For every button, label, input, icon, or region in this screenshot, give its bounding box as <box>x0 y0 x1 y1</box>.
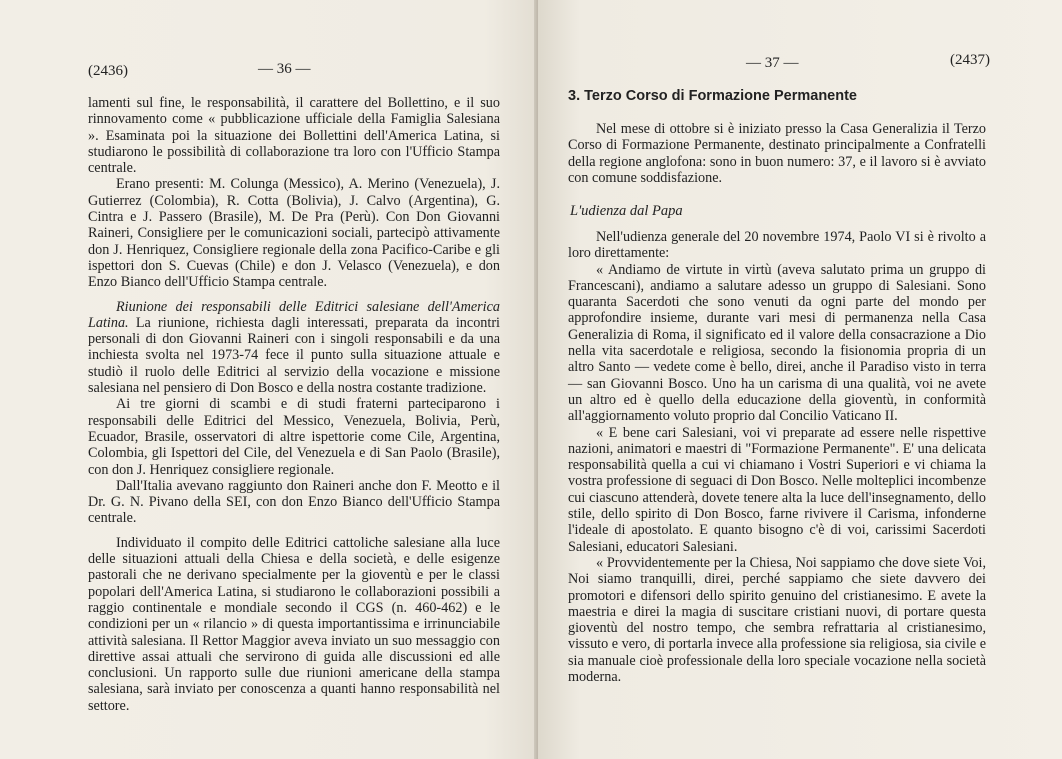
right-page <box>538 0 1062 759</box>
paragraph: Ai tre giorni di scambi e di studi fraterni parteciparono i responsabili delle Editrici del Messico, Venezuela, Bolivia, Perù, Ecuador, Brasile, osservatori di altre ispettorie come Cile, Argentina, Colombia, gli Ispettori del Cile, del Venezuela e di San Paolo (Brasile), con don J. Henriquez consigliere regionale. <box>88 396 500 478</box>
paragraph: Individuato il compito delle Editrici cattoliche salesiane alla luce delle situazioni attuali della Chiesa e della società, e delle esigenze pastorali che ne derivano specialmente per la gioventù e per le classi popolari dell'America Latina, si studiarono le collaborazioni possibili a raggio continentale e mondiale secondo il CGS (n. 460-462) e le condizioni per un « rilancio » di questa importantissima e irrinunciabile attività salesiana. Il Rettor Maggior aveva inviato un suo messaggio con direttive assai attuali che servirono di guida alle discussioni ed alle conclusioni. Un rapporto sulle due riunioni americane della stampa salesiana, sarà inviato per conoscenza a quanti hanno responsabilità nel settore. <box>88 534 500 714</box>
paragraph: lamenti sul fine, le responsabilità, il carattere del Bollettino, e il suo rinnovamento come « pubblicazione ufficiale della Famiglia Salesiana ». Esaminata poi la situazione dei Bollettini dell'America Latina, si studiarono le possibilità di collaborazione tra loro con l'Ufficio Stampa centrale. <box>88 95 500 177</box>
right-body-text-2 <box>568 229 986 685</box>
paragraph: Erano presenti: M. Colunga (Messico), A. Merino (Venezuela), J. Gutierrez (Colombia), R. Cotta (Bolivia), J. Calvo (Argentina), G. Cintra e J. Passero (Brasile), M. De Pra (Perù). Con Don Giovanni Raineri, Consigliere per le comunicazioni sociali, partecipò attivamente don J. Henriquez, Consigliere regionale della zona Pacifico-Caribe e gli ispettori don S. Cuevas (Chile) e don J. Velasco (Venezuela), e don Enzo Bianco dell'Ufficio Stampa centrale. <box>88 176 500 291</box>
section-heading: 3. Terzo Corso di Formazione Permanente <box>568 88 857 104</box>
paragraph: Nel mese di ottobre si è iniziato presso la Casa Generalizia il Terzo Corso di Formazione Permanente, destinato principalmente a Confratelli della regione anglofona: sono in buon numero: 37, e il lavoro si è avviato con comune soddisfazione. <box>568 121 986 186</box>
paragraph: « E bene cari Salesiani, voi vi preparate ad essere nelle rispettive nazioni, animatori e maestri di "Formazione Permanente". E' una delicata responsabilità quella a cui vi chiamano i Vostri Superiori e vi chiama la vostra professione di seguaci di Don Bosco. Nelle molteplici incombenze cui ciascuno attenderà, dovete tenere alta la luce dell'insegnamento, dello stile, dello spirito di Don Bosco, farne rivivere il Carisma, infonderne l'ideale di apostolato. E quanto bisogno c'è di voi, carissimi Sacerdoti Salesiani, educatori Salesiani. <box>568 424 986 555</box>
left-body-text <box>88 95 500 714</box>
paragraph <box>88 299 500 397</box>
subheading: L'udienza dal Papa <box>570 203 683 219</box>
right-body-text <box>568 121 986 186</box>
section-title: Riunione dei responsabili delle Editrici salesiane dell'America Latina. <box>88 298 500 331</box>
paragraph: « Andiamo de virtute in virtù (aveva salutato prima un gruppo di Francescani), andiamo a salutare adesso un gruppo di Salesiani. Sono quaranta Sacerdoti che sono venuti da ogni parte del mondo per approfondire insieme, durante vari mesi di permanenza nella Casa Generalizia di Roma, il significato ed il valore della consacrazione a Dio nella vita sacerdotale e religiosa, secondo la fisionomia propria di un altro Santo — vedete come è bello, direi, anche il Paradiso visto in terra — san Giovanni Bosco. Uno ha un carisma di una qualità, voi ne avete un altro ed è quello della educazione della gioventù, in conformità all'aggiornamento voluto proprio dal Concilio Vaticano II. <box>568 261 986 425</box>
paragraph: « Provvidentemente per la Chiesa, Noi sappiamo che dove siete Voi, Noi siamo tranquilli, direi, perché sappiamo che siete davvero dei promotori e difensori dello spirito genuino del cristianesimo. E avete la maestria e direi la magia di suscitare cristiani nuovi, di portare questa gioventù del nostro tempo, che sembra refrattaria al cristianesimo, vissuto e vero, di portarla invece alla professione sia religiosa, sia civile e sia manuale cioè professionale della loro speciale vocazione nella società moderna. <box>568 554 986 686</box>
page-number: — 37 — <box>746 55 799 71</box>
paragraph: Nell'udienza generale del 20 novembre 1974, Paolo VI si è rivolto a loro direttamente: <box>568 229 986 262</box>
page-number: — 36 — <box>258 61 311 77</box>
paragraph: Dall'Italia avevano raggiunto don Raineri anche don F. Meotto e il Dr. G. N. Pivano della SEI, con don Enzo Bianco dell'Ufficio Stampa centrale. <box>88 477 500 527</box>
page-code: (2436) <box>88 63 128 79</box>
page-code: (2437) <box>950 52 990 68</box>
paragraph-text: La riunione, richiesta dagli interessati, preparata da incontri personali di don Giovanni Raineri con i singoli responsabili e da una inchiesta svolta nel 1973-74 fece il punto sulla situazione attuale e studiò il ruolo delle Editrici al servizio della vocazione e missione salesiana nel pensiero di Don Bosco e della nostra costante tradizione. <box>88 314 500 397</box>
